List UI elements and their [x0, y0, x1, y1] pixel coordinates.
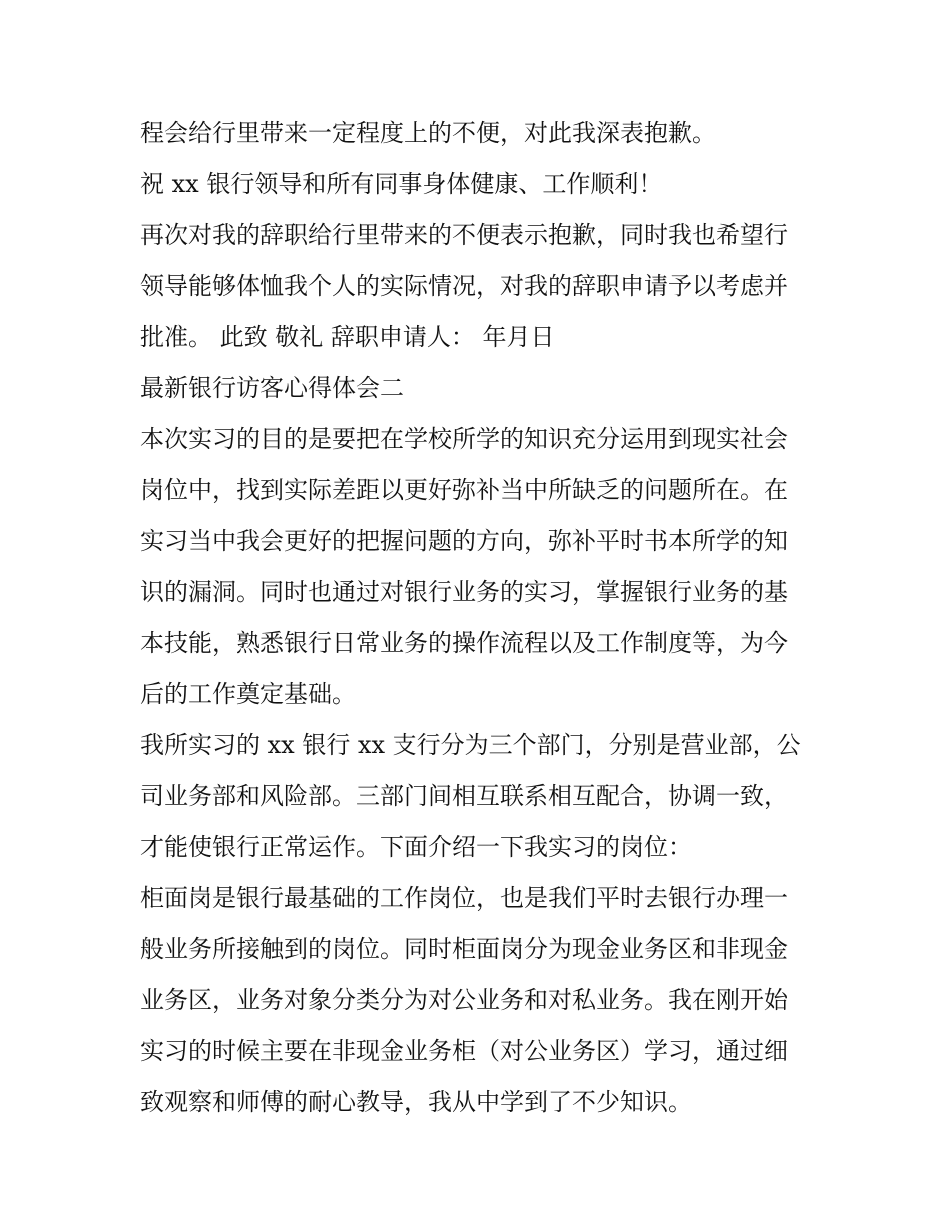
text-line: 祝 xx 银行领导和所有同事身体健康、工作顺利！ [140, 170, 663, 198]
text-line: 本次实习的目的是要把在学校所学的知识充分运用到现实社会 [140, 425, 788, 453]
section-heading: 最新银行访客心得体会二 [140, 374, 404, 402]
text-line: 才能使银行正常运作。下面介绍一下我实习的岗位： [140, 833, 692, 861]
text-line: 实习当中我会更好的把握问题的方向，弥补平时书本所学的知 [140, 527, 788, 555]
text-line: 致观察和师傅的耐心教导，我从中学到了不少知识。 [140, 1088, 692, 1116]
text-line: 再次对我的辞职给行里带来的不便表示抱歉，同时我也希望行 [140, 221, 788, 249]
text-line: 本技能，熟悉银行日常业务的操作流程以及工作制度等，为今 [140, 629, 788, 657]
text-line: 业务区，业务对象分类分为对公业务和对私业务。我在刚开始 [140, 986, 788, 1014]
text-line: 识的漏洞。同时也通过对银行业务的实习，掌握银行业务的基 [140, 578, 788, 606]
text-line: 我所实习的 xx 银行 xx 支行分为三个部门，分别是营业部，公 [140, 731, 801, 759]
text-line: 实习的时候主要在非现金业务柜（对公业务区）学习，通过细 [140, 1037, 788, 1065]
text-line: 般业务所接触到的岗位。同时柜面岗分为现金业务区和非现金 [140, 935, 788, 963]
text-line: 后的工作奠定基础。 [140, 680, 356, 708]
text-line: 领导能够体恤我个人的实际情况，对我的辞职申请予以考虑并 [140, 272, 788, 300]
text-line: 司业务部和风险部。三部门间相互联系相互配合，协调一致， [140, 782, 788, 810]
text-line: 柜面岗是银行最基础的工作岗位，也是我们平时去银行办理一 [140, 884, 788, 912]
text-line: 批准。 此致 敬礼 辞职申请人： 年月日 [140, 323, 555, 351]
text-line: 岗位中，找到实际差距以更好弥补当中所缺乏的问题所在。在 [140, 476, 788, 504]
document-body [140, 108, 820, 1128]
text-line: 程会给行里带来一定程度上的不便，对此我深表抱歉。 [140, 119, 716, 147]
